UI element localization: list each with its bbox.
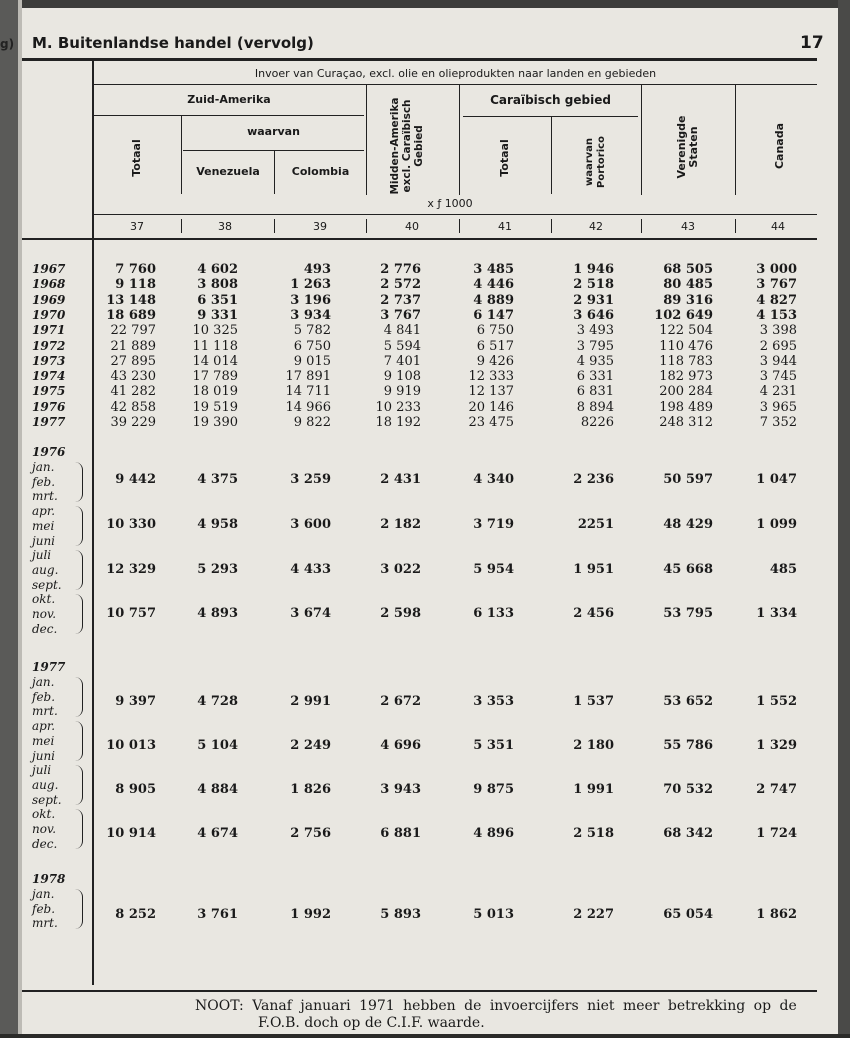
table-cell: 118 783 xyxy=(659,353,713,369)
table-cell: 485 xyxy=(769,562,797,577)
footnote-continued: F.O.B. doch op de C.I.F. waarde. xyxy=(258,1015,485,1031)
table-cell: 17 789 xyxy=(192,369,238,385)
num-divider xyxy=(551,219,552,233)
table-cell: 3 196 xyxy=(290,292,331,308)
table-cell: 3 022 xyxy=(380,562,421,577)
col-header-totaal-caraibisch: Totaal xyxy=(498,139,511,177)
column-number: 40 xyxy=(405,220,419,233)
table-cell: 4 896 xyxy=(473,826,514,841)
table-cell: 2 431 xyxy=(380,472,421,487)
table-cell: 4 231 xyxy=(759,384,797,400)
group-waarvan: waarvan xyxy=(247,125,300,138)
row-year: 1976 xyxy=(32,399,66,414)
month-label: jan. xyxy=(32,675,55,689)
table-title: Invoer van Curaçao, excl. olie en olieprodukten naar landen en gebieden xyxy=(254,67,657,80)
table-cell: 2 182 xyxy=(380,517,421,532)
month-label: jan. xyxy=(32,460,55,474)
month-label: dec. xyxy=(32,621,58,636)
row-year: 1974 xyxy=(32,369,66,384)
table-cell: 14 014 xyxy=(192,353,238,369)
footnote-text: Vanaf januari 1971 hebben de invoercijfers niet meer betrekking op de xyxy=(252,998,797,1014)
col-header-canada: Canada xyxy=(773,122,786,170)
table-cell: 1 047 xyxy=(756,472,797,487)
month-label: apr. xyxy=(32,504,56,519)
table-cell: 3 761 xyxy=(197,907,238,922)
section-title: M. Buitenlandse handel (vervolg) xyxy=(32,34,314,52)
table-cell: 5 351 xyxy=(473,738,514,753)
column-number: 43 xyxy=(681,220,695,233)
table-cell: 80 485 xyxy=(663,277,713,293)
table-cell: 1 991 xyxy=(573,782,614,797)
table-cell: 45 668 xyxy=(663,562,713,577)
table-cell: 2 236 xyxy=(573,472,614,487)
table-cell: 3 398 xyxy=(759,323,797,339)
column-number: 44 xyxy=(771,220,785,233)
table-cell: 2251 xyxy=(577,517,614,532)
table-cell: 19 390 xyxy=(192,415,238,430)
table-cell: 2 518 xyxy=(573,826,614,841)
table-cell: 2 756 xyxy=(290,826,331,841)
col-divider xyxy=(181,116,182,194)
table-cell: 4 153 xyxy=(756,307,797,323)
table-cell: 10 013 xyxy=(106,738,156,753)
table-cell: 1 263 xyxy=(290,277,331,293)
table-cell: 9 442 xyxy=(115,472,156,487)
table-cell: 3 674 xyxy=(290,606,331,621)
column-number: 38 xyxy=(218,220,232,233)
table-cell: 6 881 xyxy=(380,826,421,841)
table-cell: 5 293 xyxy=(197,562,238,577)
table-cell: 5 954 xyxy=(473,562,514,577)
table-cell: 5 893 xyxy=(380,907,421,922)
table-cell: 3 795 xyxy=(576,338,614,354)
column-number: 41 xyxy=(498,220,512,233)
month-label: sept. xyxy=(32,577,62,592)
month-label: feb. xyxy=(32,474,56,489)
table-cell: 2 227 xyxy=(573,907,614,922)
table-cell: 9 875 xyxy=(473,782,514,797)
table-cell: 9 426 xyxy=(476,353,514,369)
table-cell: 1 826 xyxy=(290,782,331,797)
table-cell: 18 192 xyxy=(375,415,421,430)
block-year: 1977 xyxy=(32,660,66,674)
table-cell: 20 146 xyxy=(468,399,514,415)
table-cell: 42 858 xyxy=(110,399,156,415)
table-cell: 198 489 xyxy=(659,399,713,415)
table-cell: 10 330 xyxy=(106,517,156,532)
table-cell: 2 737 xyxy=(380,292,421,308)
month-label: nov. xyxy=(32,607,57,621)
table-cell: 2 991 xyxy=(290,694,331,709)
col-header-venezuela: Venezuela xyxy=(196,165,260,178)
header-rule xyxy=(22,58,817,61)
num-divider xyxy=(459,219,460,233)
col-divider xyxy=(459,85,460,195)
col-header-totaal-za: Totaal xyxy=(130,139,143,177)
table-cell: 3 646 xyxy=(573,307,614,323)
table-cell: 5 104 xyxy=(197,738,238,753)
table-cell: 2 672 xyxy=(380,694,421,709)
table-cell: 1 862 xyxy=(756,907,797,922)
table-cell: 10 914 xyxy=(106,826,156,841)
column-number-rule xyxy=(22,238,817,240)
table-cell: 22 797 xyxy=(110,323,156,339)
row-year: 1969 xyxy=(32,292,66,307)
table-cell: 9 108 xyxy=(383,369,421,385)
table-cell: 65 054 xyxy=(663,907,713,922)
table-cell: 12 329 xyxy=(106,562,156,577)
table-cell: 4 446 xyxy=(473,277,514,293)
table-cell: 9 331 xyxy=(197,307,238,323)
table-cell: 27 895 xyxy=(110,353,156,369)
row-year: 1973 xyxy=(32,353,66,368)
table-cell: 13 148 xyxy=(106,292,156,308)
table-cell: 2 456 xyxy=(573,606,614,621)
table-cell: 10 233 xyxy=(375,399,421,415)
left-margin-text: g) xyxy=(0,37,15,51)
row-year: 1971 xyxy=(32,323,66,338)
table-cell: 18 689 xyxy=(106,307,156,323)
col-header-portorico: waarvan Portorico xyxy=(584,136,607,188)
table-cell: 102 649 xyxy=(654,307,713,323)
table-cell: 70 532 xyxy=(663,782,713,797)
table-cell: 5 782 xyxy=(293,323,331,339)
table-cell: 1 334 xyxy=(756,606,797,621)
table-cell: 3 353 xyxy=(473,694,514,709)
month-label: mei xyxy=(32,733,55,748)
table-cell: 3 600 xyxy=(290,517,331,532)
table-cell: 1 099 xyxy=(756,517,797,532)
table-cell: 89 316 xyxy=(663,292,713,308)
table-cell: 2 249 xyxy=(290,738,331,753)
table-cell: 10 325 xyxy=(192,323,238,339)
table-cell: 14 966 xyxy=(285,399,331,415)
table-cell: 4 674 xyxy=(197,826,238,841)
col-header-midden-amerika: Midden-Amerika excl. Caraïbisch Gebied xyxy=(389,97,425,195)
table-cell: 3 719 xyxy=(473,517,514,532)
month-label: feb. xyxy=(32,689,56,704)
table-cell: 7 401 xyxy=(383,353,421,369)
num-divider xyxy=(181,219,182,233)
table-cell: 12 333 xyxy=(468,369,514,385)
table-cell: 4 884 xyxy=(197,782,238,797)
table-cell: 3 745 xyxy=(759,369,797,385)
group-caraibisch: Caraïbisch gebied xyxy=(490,93,611,107)
table-cell: 8 252 xyxy=(115,907,156,922)
col-divider xyxy=(366,85,367,195)
table-cell: 9 015 xyxy=(293,353,331,369)
month-label: aug. xyxy=(32,777,59,792)
table-cell: 9 118 xyxy=(115,277,156,293)
table-cell: 21 889 xyxy=(110,338,156,354)
table-cell: 1 329 xyxy=(756,738,797,753)
table-cell: 5 594 xyxy=(383,338,421,354)
table-cell: 10 757 xyxy=(106,606,156,621)
table-cell: 19 519 xyxy=(192,399,238,415)
table-cell: 3 944 xyxy=(759,353,797,369)
table-cell: 9 919 xyxy=(383,384,421,400)
scan-edge-right xyxy=(838,0,850,1038)
table-cell: 2 695 xyxy=(759,338,797,354)
unit-label: x ƒ 1000 xyxy=(427,197,473,210)
month-label: juni xyxy=(32,748,56,763)
num-divider xyxy=(274,219,275,233)
table-cell: 6 351 xyxy=(197,292,238,308)
table-cell: 9 822 xyxy=(293,415,331,430)
month-label: jan. xyxy=(32,887,55,901)
table-cell: 1 946 xyxy=(573,262,614,277)
table-cell: 39 229 xyxy=(110,415,156,430)
scan-edge-left xyxy=(0,0,18,1038)
table-cell: 2 931 xyxy=(573,292,614,308)
month-label: okt. xyxy=(32,807,56,822)
zuid-amerika-rule xyxy=(94,115,364,116)
table-cell: 50 597 xyxy=(663,472,713,487)
table-cell: 8 905 xyxy=(115,782,156,797)
table-cell: 6 517 xyxy=(476,338,514,354)
table-cell: 2 180 xyxy=(573,738,614,753)
table-cell: 4 340 xyxy=(473,472,514,487)
table-cell: 3 965 xyxy=(759,399,797,415)
table-cell: 41 282 xyxy=(110,384,156,400)
table-cell: 7 760 xyxy=(115,262,156,277)
page-number: 17 xyxy=(800,33,824,53)
table-cell: 4 728 xyxy=(197,694,238,709)
table-cell: 3 934 xyxy=(290,307,331,323)
scan-edge-top xyxy=(0,0,850,8)
table-cell: 4 696 xyxy=(380,738,421,753)
table-cell: 2 776 xyxy=(380,262,421,277)
table-cell: 3 767 xyxy=(756,277,797,293)
row-year: 1977 xyxy=(32,415,66,429)
table-cell: 4 958 xyxy=(197,517,238,532)
table-cell: 1 537 xyxy=(573,694,614,709)
table-cell: 6 831 xyxy=(576,384,614,400)
table-cell: 2 518 xyxy=(573,277,614,293)
month-label: juni xyxy=(32,533,56,548)
table-cell: 6 750 xyxy=(476,323,514,339)
page-gutter xyxy=(18,0,22,1038)
col-divider xyxy=(735,85,736,195)
row-year: 1970 xyxy=(32,307,66,322)
row-year: 1967 xyxy=(32,262,66,276)
num-divider xyxy=(641,219,642,233)
month-label: dec. xyxy=(32,836,58,851)
table-cell: 17 891 xyxy=(285,369,331,385)
scan-edge-bottom xyxy=(0,1034,850,1038)
month-label: mrt. xyxy=(32,704,58,719)
month-label: mrt. xyxy=(32,489,58,504)
col-header-verenigde-staten: Verenigde Staten xyxy=(675,115,700,179)
month-label: sept. xyxy=(32,792,62,807)
table-cell: 4 841 xyxy=(383,323,421,339)
table-cell: 8 894 xyxy=(576,399,614,415)
footnote xyxy=(195,998,797,1014)
col-divider xyxy=(641,85,642,195)
table-cell: 6 750 xyxy=(293,338,331,354)
month-label: juli xyxy=(32,763,52,778)
table-cell: 43 230 xyxy=(110,369,156,385)
title-rule xyxy=(92,84,817,85)
table-cell: 2 598 xyxy=(380,606,421,621)
table-cell: 7 352 xyxy=(759,415,797,430)
table-cell: 2 572 xyxy=(380,277,421,293)
column-number: 39 xyxy=(313,220,327,233)
table-cell: 5 013 xyxy=(473,907,514,922)
table-cell: 4 375 xyxy=(197,472,238,487)
table-cell: 3 493 xyxy=(576,323,614,339)
table-cell: 4 889 xyxy=(473,292,514,308)
table-cell: 248 312 xyxy=(659,415,713,430)
num-divider xyxy=(366,219,367,233)
table-cell: 200 284 xyxy=(659,384,713,400)
month-label: mei xyxy=(32,518,55,533)
row-year: 1975 xyxy=(32,384,66,399)
table-cell: 493 xyxy=(303,262,331,277)
table-cell: 3 808 xyxy=(197,277,238,293)
table-cell: 8226 xyxy=(580,415,614,430)
table-cell: 12 137 xyxy=(468,384,514,400)
month-label: feb. xyxy=(32,901,56,916)
table-cell: 11 118 xyxy=(192,338,238,354)
table-cell: 14 711 xyxy=(285,384,331,400)
table-cell: 3 485 xyxy=(473,262,514,277)
table-cell: 4 827 xyxy=(756,292,797,308)
col-header-colombia: Colombia xyxy=(291,165,350,178)
table-cell: 18 019 xyxy=(192,384,238,400)
table-cell: 3 259 xyxy=(290,472,331,487)
table-cell: 68 505 xyxy=(663,262,713,277)
table-cell: 4 602 xyxy=(197,262,238,277)
table-cell: 1 992 xyxy=(290,907,331,922)
table-cell: 9 397 xyxy=(115,694,156,709)
table-cell: 68 342 xyxy=(663,826,713,841)
table-cell: 23 475 xyxy=(468,415,514,430)
table-cell: 55 786 xyxy=(663,738,713,753)
month-label: aug. xyxy=(32,562,59,577)
table-cell: 53 795 xyxy=(663,606,713,621)
table-cell: 3 767 xyxy=(380,307,421,323)
month-label: juli xyxy=(32,548,52,563)
table-cell: 6 147 xyxy=(473,307,514,323)
row-year: 1968 xyxy=(32,277,66,292)
block-year: 1976 xyxy=(32,445,66,459)
table-cell: 2 747 xyxy=(756,782,797,797)
table-cell: 122 504 xyxy=(659,323,713,339)
table-cell: 6 133 xyxy=(473,606,514,621)
col-divider xyxy=(551,117,552,194)
table-bottom-rule xyxy=(22,990,817,992)
month-label: apr. xyxy=(32,719,56,734)
table-cell: 1 724 xyxy=(756,826,797,841)
table-cell: 110 476 xyxy=(659,338,713,354)
table-cell: 4 433 xyxy=(290,562,331,577)
table-cell: 4 935 xyxy=(576,353,614,369)
month-label: nov. xyxy=(32,822,57,836)
num-divider xyxy=(735,219,736,233)
table-cell: 1 552 xyxy=(756,694,797,709)
row-year: 1972 xyxy=(32,338,66,353)
table-cell: 182 973 xyxy=(659,369,713,385)
month-label: mrt. xyxy=(32,916,58,931)
table-cell: 6 331 xyxy=(576,369,614,385)
table-cell: 3 943 xyxy=(380,782,421,797)
col-divider xyxy=(274,151,275,194)
column-number: 42 xyxy=(589,220,603,233)
table-cell: 48 429 xyxy=(663,517,713,532)
table-cell: 4 893 xyxy=(197,606,238,621)
header-bottom-rule xyxy=(92,214,817,215)
footnote-label: NOOT: xyxy=(195,998,244,1014)
month-label: okt. xyxy=(32,592,56,607)
column-number: 37 xyxy=(130,220,144,233)
group-zuid-amerika: Zuid-Amerika xyxy=(187,93,271,106)
block-year: 1978 xyxy=(32,872,66,886)
table-cell: 1 951 xyxy=(573,562,614,577)
table-cell: 3 000 xyxy=(756,262,797,277)
table-cell: 53 652 xyxy=(663,694,713,709)
